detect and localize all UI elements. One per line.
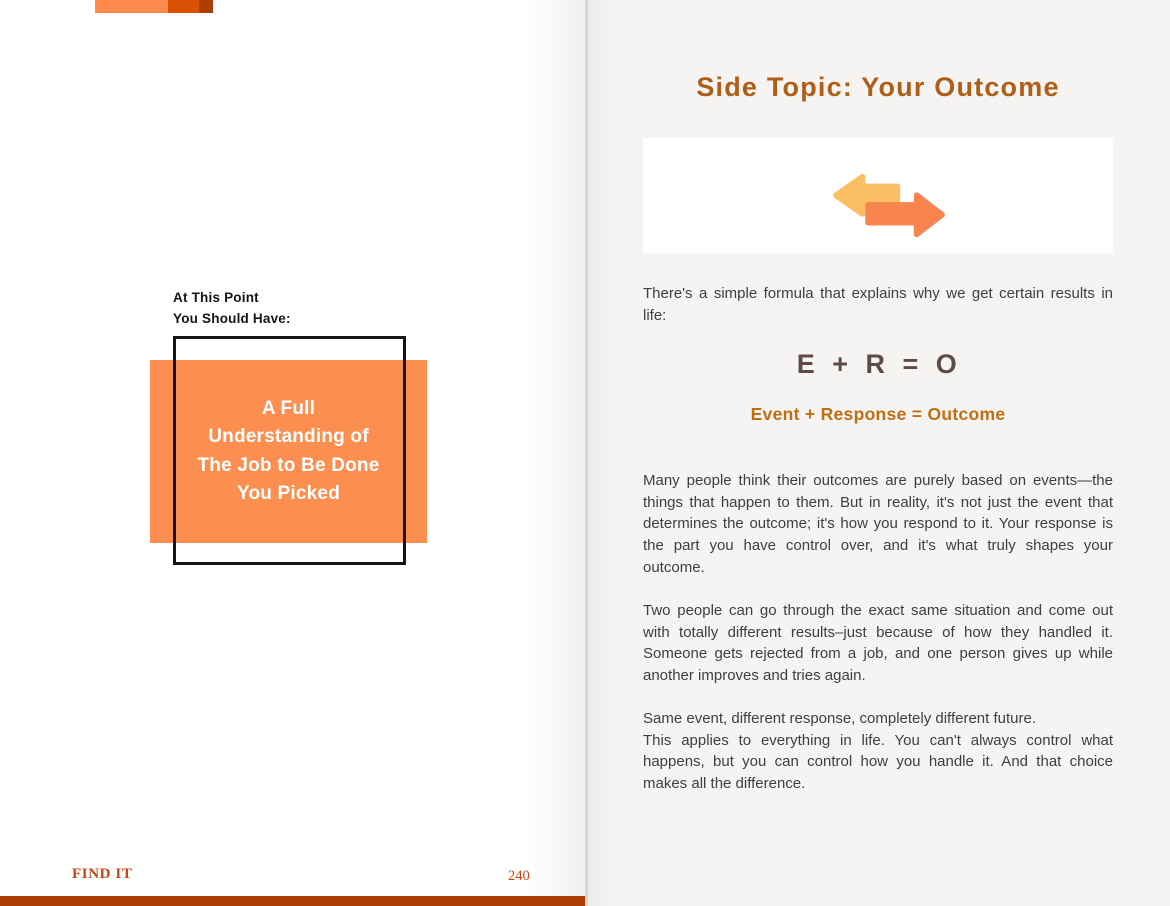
checkpoint-heading [173,288,291,329]
paragraph-3-rest: This applies to everything in life. You can't always control what happens, but you can control how you handle it. And that choice makes all the difference. [643,731,1113,793]
paragraph-3-line-1: Same event, different response, completely different future. [643,710,1037,727]
paragraph-1: Many people think their outcomes are purely based on events—the things that happen to them. But in reality, it's not just the event that determines the outcome; it's how you respond to it. Your response is the part you have control over, and it's what truly shapes your outcome. [643,472,1113,576]
right-page [588,0,1170,906]
accent-segment-dark [199,0,213,13]
bottom-accent-bar [0,896,585,906]
accent-segment-mid [168,0,199,13]
running-footer: FIND IT [72,866,133,882]
accent-segment-light [95,0,168,13]
paragraph-2: Two people can go through the exact same situation and come out with totally different results–just because of how they handled it. Someone gets rejected from a job, and one person gives up while another improves and tries again. [643,602,1113,685]
box-text-line-3: The Job to Be Done [197,454,380,476]
paragraph-3 [643,708,1113,795]
formula-caption: Event + Response = Outcome [750,404,1006,424]
intro-paragraph: There's a simple formula that explains why we get certain results in life: [643,285,1113,324]
top-accent-bar [95,0,213,13]
formula-text: E + R = O [796,349,960,379]
heading-line-2: You Should Have: [173,310,291,326]
highlight-box-text [150,360,427,543]
box-text-line-4: You Picked [236,483,340,504]
box-text-line-1: A Full [261,397,316,419]
swap-arrows-icon [828,172,950,242]
illustration-box [643,138,1113,253]
heading-line-1: At This Point [173,290,259,305]
box-text-line-2: Understanding of [208,426,369,447]
page-title: Side Topic: Your Outcome [696,72,1060,102]
page-number: 240 [508,868,530,884]
